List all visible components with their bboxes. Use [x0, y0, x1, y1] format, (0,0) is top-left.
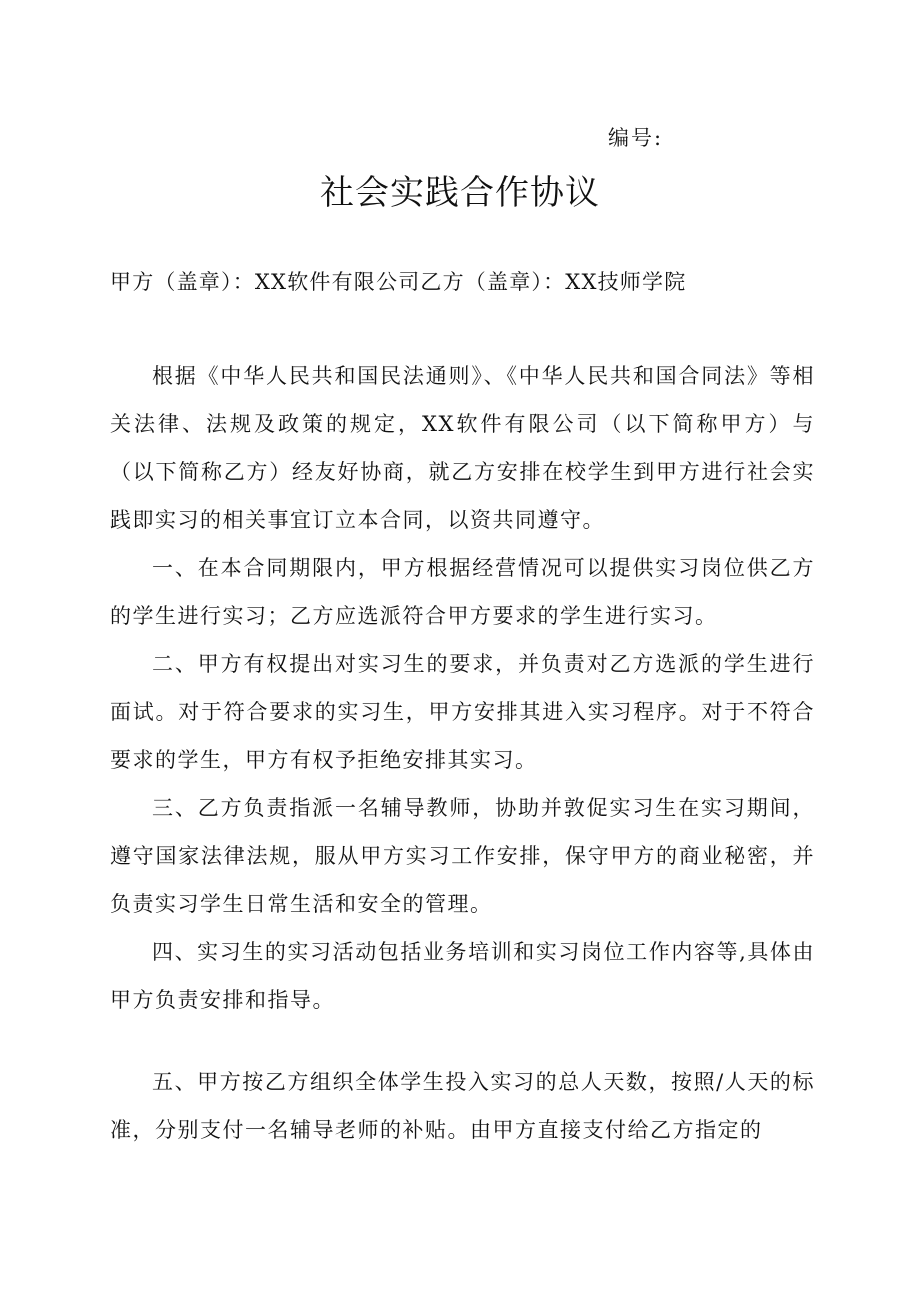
paragraph-clause-1: 一、在本合同期限内，甲方根据经营情况可以提供实习岗位供乙方的学生进行实习；乙方应选派符合甲方要求的学生进行实习。	[110, 556, 815, 628]
paragraph-preamble: 根据《中华人民共和国民法通则》、《中华人民共和国合同法》等相关法律、法规及政策的规定，XX软件有限公司（以下简称甲方）与（以下简称乙方）经友好协商，就乙方安排在校学生到甲方进行社会实践即实习的相关事宜订立本合同，以资共同遵守。	[110, 364, 815, 532]
paragraph-clause-4: 四、实习生的实习活动包括业务培训和实习岗位工作内容等,具体由甲方负责安排和指导。	[110, 940, 815, 1012]
agreement-body	[110, 352, 815, 1154]
document-title: 社会实践合作协议	[320, 173, 600, 213]
document-number-label: 编号:	[608, 126, 664, 150]
parties-line: 甲方（盖章）：XX软件有限公司乙方（盖章）：XX技师学院	[110, 270, 687, 294]
paragraph-clause-3: 三、乙方负责指派一名辅导教师，协助并敦促实习生在实习期间，遵守国家法律法规，服从甲方实习工作安排，保守甲方的商业秘密，并负责实习学生日常生活和安全的管理。	[110, 796, 815, 916]
paragraph-clause-5: 五、甲方按乙方组织全体学生投入实习的总人天数，按照/人天的标准，分别支付一名辅导老师的补贴。由甲方直接支付给乙方指定的	[110, 1070, 815, 1142]
paragraph-clause-2: 二、甲方有权提出对实习生的要求，并负责对乙方选派的学生进行面试。对于符合要求的实习生，甲方安排其进入实习程序。对于不符合要求的学生，甲方有权予拒绝安排其实习。	[110, 652, 815, 772]
